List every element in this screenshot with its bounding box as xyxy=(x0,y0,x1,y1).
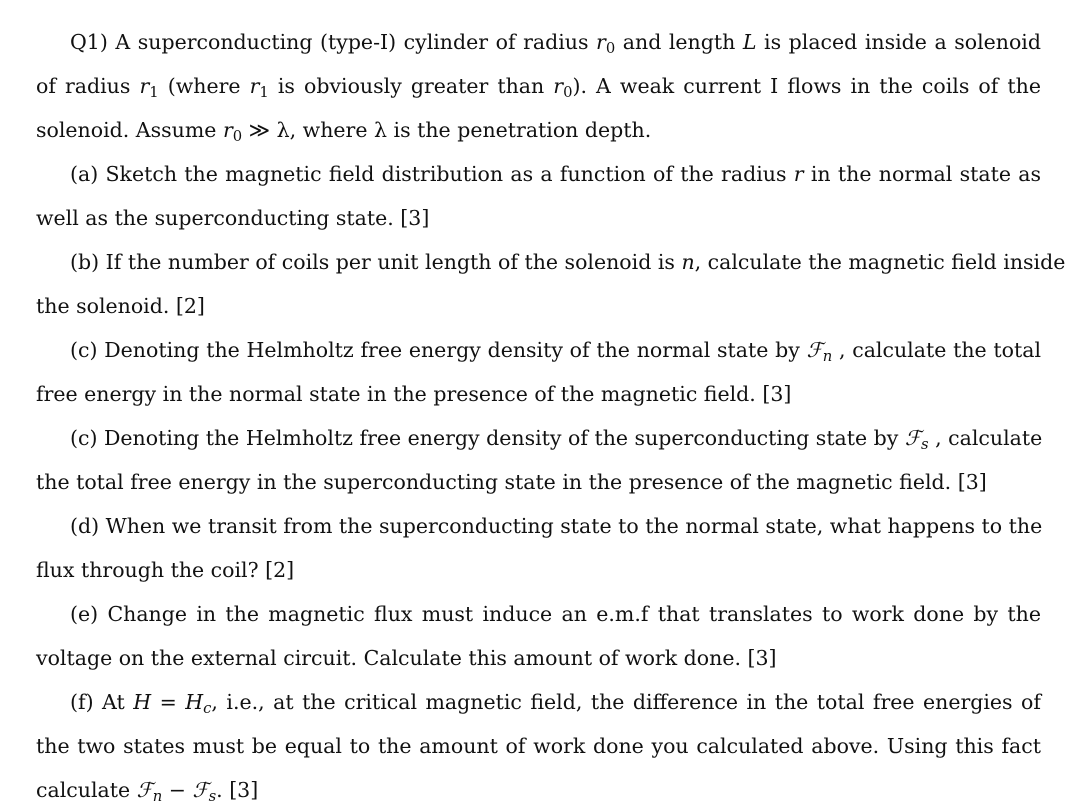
part-f-line-3 xyxy=(36,768,1041,812)
text: calculate xyxy=(36,778,137,802)
var-F: ℱ xyxy=(192,778,209,802)
subscript: 0 xyxy=(605,40,616,58)
var-r: r xyxy=(596,30,606,54)
text: ≫ λ, where λ is the penetration depth. xyxy=(242,118,652,142)
subscript: 1 xyxy=(149,84,159,102)
part-f-line-2: the two states must be equal to the amount of work done you calculated above. Using this fact xyxy=(36,734,1041,758)
var-F: ℱ xyxy=(904,426,922,450)
part-c2-line-2: the total free energy in the superconducting state in the presence of the magnetic field. [3] xyxy=(36,470,987,494)
text: . [3] xyxy=(216,778,259,802)
text: − xyxy=(162,778,193,802)
part-c1-line-1 xyxy=(36,328,1041,372)
part-f-line-1 xyxy=(36,680,1041,724)
var-r: r xyxy=(222,118,233,142)
text: (c) Denoting the Helmholtz free energy density of the superconducting state by xyxy=(70,426,905,450)
subscript: 1 xyxy=(259,84,269,102)
intro-line-2 xyxy=(36,64,1041,108)
var-r: r xyxy=(249,74,260,98)
var-H: H xyxy=(133,690,152,714)
text: , calculate the total xyxy=(832,338,1041,362)
part-e-line-2: voltage on the external circuit. Calculate this amount of work done. [3] xyxy=(36,646,777,670)
text: is placed inside a solenoid xyxy=(756,30,1041,54)
text: (where xyxy=(158,74,250,98)
var-r: r xyxy=(793,162,804,186)
text: Q1) A superconducting (type-I) cylinder of radius xyxy=(70,30,597,54)
text: in the normal state as xyxy=(803,162,1041,186)
part-e-line-1: (e) Change in the magnetic flux must induce an e.m.f that translates to work done by the xyxy=(70,602,1041,626)
text: = xyxy=(151,690,186,714)
part-d-line-2: flux through the coil? [2] xyxy=(36,558,295,582)
text: of radius xyxy=(36,74,140,98)
intro-line-3 xyxy=(36,108,1041,152)
text: , calculate the magnetic field inside xyxy=(694,250,1066,274)
text: and length xyxy=(615,30,743,54)
var-L: L xyxy=(742,30,757,54)
text: ). A weak current I flows in the coils of the xyxy=(572,74,1041,98)
subscript: n xyxy=(822,348,833,366)
text: solenoid. Assume xyxy=(36,118,223,142)
intro-line-1 xyxy=(36,20,1041,64)
part-a-line-2: well as the superconducting state. [3] xyxy=(36,206,430,230)
var-F: ℱ xyxy=(136,778,153,802)
part-b-line-1 xyxy=(36,240,1066,284)
text: (f) At xyxy=(70,690,134,714)
subscript: c xyxy=(203,700,212,718)
part-b-line-2: the solenoid. [2] xyxy=(36,294,205,318)
var-H: H xyxy=(185,690,204,714)
question-document xyxy=(36,20,1066,812)
subscript: 0 xyxy=(232,128,243,146)
text: is obviously greater than xyxy=(268,74,554,98)
var-r: r xyxy=(139,74,150,98)
text: , i.e., at the critical magnetic field, the difference in the total free energies of xyxy=(211,690,1041,714)
text: (a) Sketch the magnetic field distribution as a function of the radius xyxy=(70,162,794,186)
part-c1-line-2: free energy in the normal state in the presence of the magnetic field. [3] xyxy=(36,382,792,406)
text: (b) If the number of coils per unit length of the solenoid is xyxy=(70,250,682,274)
var-r: r xyxy=(553,74,564,98)
part-a-line-1 xyxy=(36,152,1041,196)
var-F: ℱ xyxy=(806,338,823,362)
subscript: n xyxy=(152,788,163,806)
var-n: n xyxy=(681,250,695,274)
part-c2-line-1 xyxy=(36,416,1041,460)
text: , calculate xyxy=(928,426,1043,450)
subscript: s xyxy=(921,436,929,454)
subscript: 0 xyxy=(563,84,573,102)
part-d-line-1: (d) When we transit from the superconducting state to the normal state, what happens to the xyxy=(70,514,1043,538)
text: (c) Denoting the Helmholtz free energy density of the normal state by xyxy=(70,338,807,362)
subscript: s xyxy=(208,788,217,806)
